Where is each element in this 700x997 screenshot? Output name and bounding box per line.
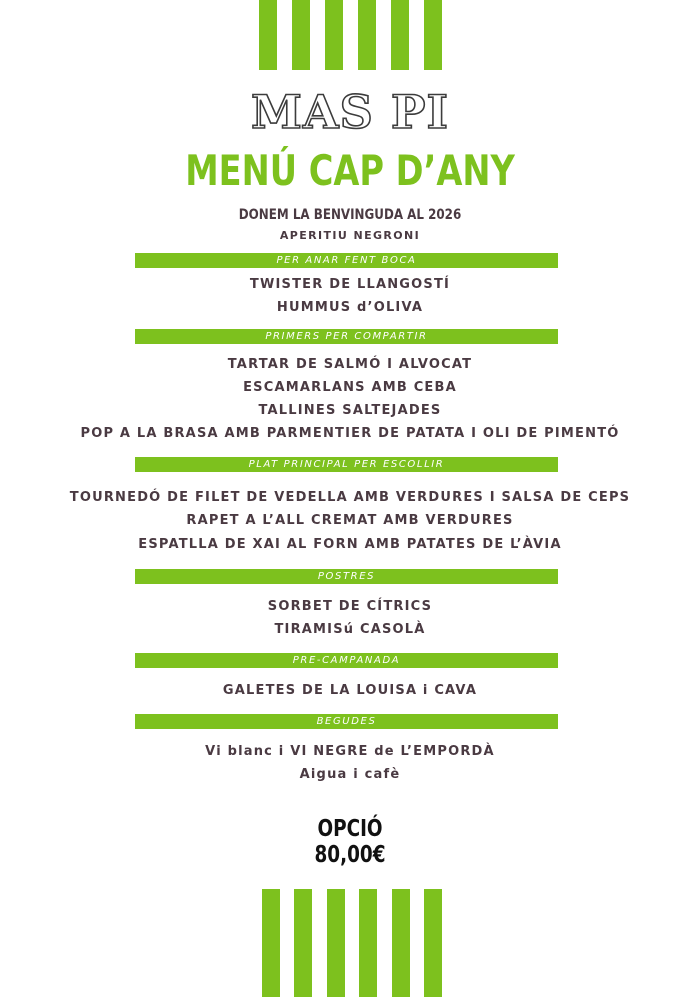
section-heading-primers: PRIMERS PER COMPARTIR: [135, 329, 558, 344]
stripe: [359, 889, 377, 997]
menu-item: ESPATLLA DE XAI AL FORN AMB PATATES DE L’ÀVIA: [138, 537, 562, 552]
section-heading-postres: POSTRES: [135, 569, 558, 584]
price-label: OPCIÓ: [317, 816, 383, 842]
menu-item: TALLINES SALTEJADES: [258, 403, 442, 418]
menu-subtitle: DONEM LA BENVINGUDA AL 2026: [238, 207, 462, 223]
menu-item: Aigua i cafè: [299, 767, 401, 782]
restaurant-logo: MAS PI: [251, 85, 449, 139]
price-block: [70, 816, 630, 868]
stripe: [424, 889, 442, 997]
bottom-stripes: [262, 889, 442, 997]
menu-item: GALETES DE LA LOUISA i CAVA: [222, 683, 478, 698]
price-amount: 80,00€: [314, 842, 386, 868]
section-heading-per-anar-fent-boca: PER ANAR FENT BOCA: [135, 253, 558, 268]
menu-title: MENÚ CAP D’ANY: [185, 146, 515, 195]
menu-item: TOURNEDÓ DE FILET DE VEDELLA AMB VERDURES I SALSA DE CEPS: [69, 490, 631, 505]
menu-item: TWISTER DE LLANGOSTÍ: [249, 277, 451, 292]
stripe: [424, 0, 442, 70]
menu-item: Vi blanc i VI NEGRE de L’EMPORDÀ: [205, 744, 495, 759]
menu-item: TIRAMISú CASOLÀ: [274, 622, 426, 637]
stripe: [259, 0, 277, 70]
stripe: [391, 0, 409, 70]
welcome-drink: APERITIU NEGRONI: [279, 229, 421, 242]
section-heading-pre-campanada: PRE-CAMPANADA: [135, 653, 558, 668]
stripe: [262, 889, 280, 997]
stripe: [294, 889, 312, 997]
menu-item: POP A LA BRASA AMB PARMENTIER DE PATATA I OLI DE PIMENTÓ: [80, 426, 620, 441]
menu-item: HUMMUS d’OLIVA: [276, 300, 424, 315]
top-stripes: [259, 0, 442, 70]
menu-item: SORBET DE CÍTRICS: [267, 599, 433, 614]
stripe: [392, 889, 410, 997]
section-heading-begudes: BEGUDES: [135, 714, 558, 729]
stripe: [292, 0, 310, 70]
stripe: [358, 0, 376, 70]
menu-item: ESCAMARLANS AMB CEBA: [243, 380, 457, 395]
menu-item: TARTAR DE SALMÓ I ALVOCAT: [227, 357, 473, 372]
section-heading-plat-principal: PLAT PRINCIPAL PER ESCOLLIR: [135, 457, 558, 472]
stripe: [327, 889, 345, 997]
menu-item: RAPET A L’ALL CREMAT AMB VERDURES: [186, 513, 514, 528]
stripe: [325, 0, 343, 70]
